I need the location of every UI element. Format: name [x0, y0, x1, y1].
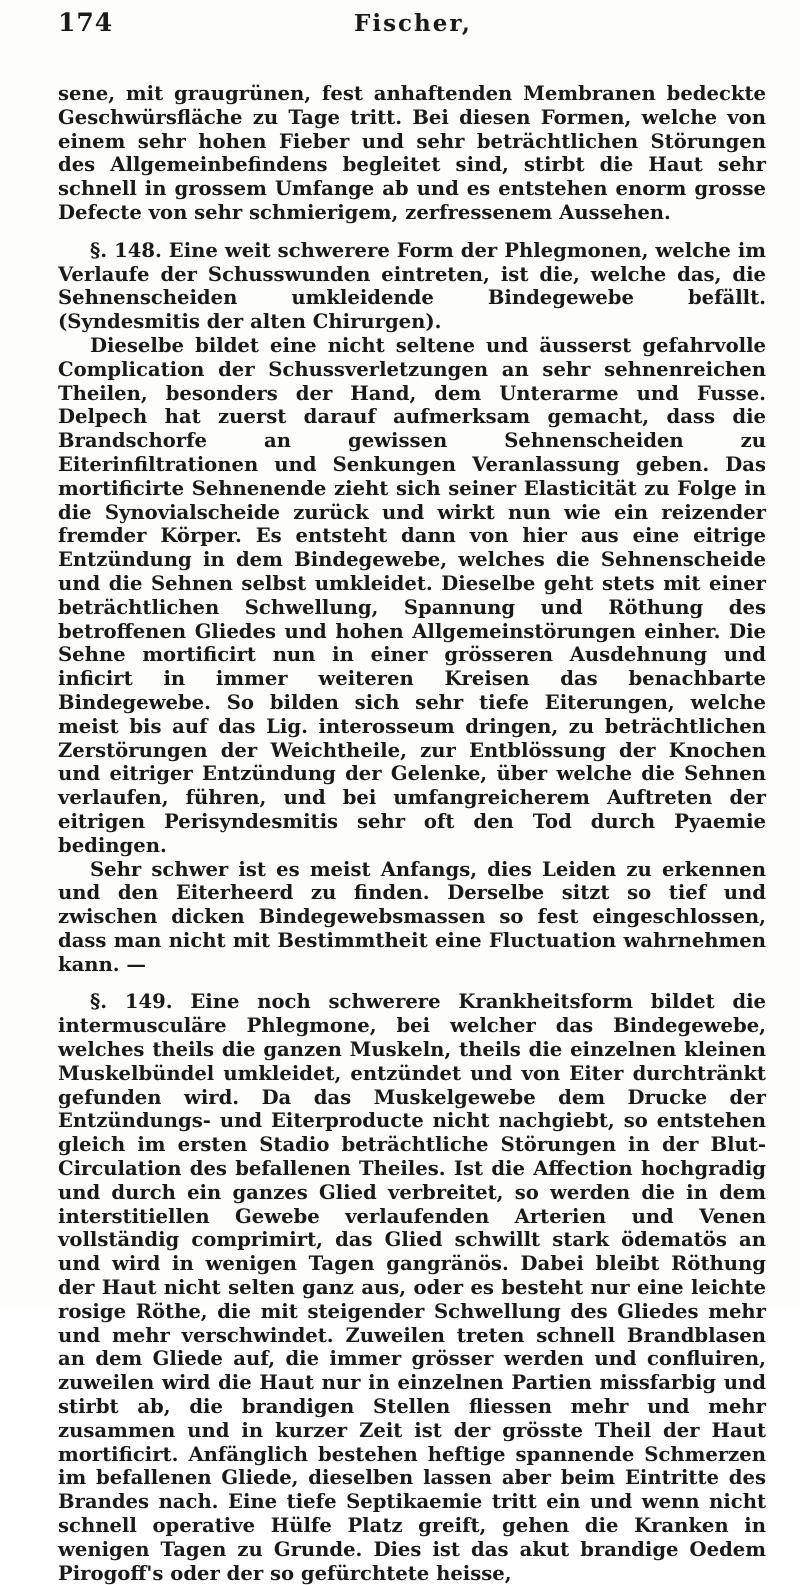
paragraph-section-148: §. 148. Eine weit schwerere Form der Phlegmonen, welche im Verlaufe der Schusswunden eintreten, ist die, welche das, die Sehnenscheiden umkleidende Bindegewebe befällt. (Syndesmitis der alten Chirurgen). [58, 238, 766, 334]
paragraph-section-149: §. 149. Eine noch schwerere Krankheitsform bildet die intermusculäre Phlegmone, bei welcher das Bindegewebe, welches theils die ganzen Muskeln, theils die einzelnen kleinen Muskelbündel umkleidet, entzündet und von Eiter durchtränkt gefunden wird. Da das Muskelgewebe dem Drucke der Entzündungs- und Eiterproducte nicht nachgiebt, so entstehen gleich im ersten Stadio beträchtliche Störungen in der Blut-Circulation des befallenen Theiles. Ist die Affection hochgradig und durch ein ganzes Glied verbreitet, so werden die in dem interstitiellen Gewebe verlaufenden Arterien und Venen vollständig comprimirt, das Glied schwillt stark ödematös an und wird in wenigen Tagen gangränös. Dabei bleibt Röthung der Haut nicht selten ganz aus, oder es besteht nur eine leichte rosige Röthe, die mit steigender Schwellung des Gliedes mehr und mehr verschwindet. Zuweilen treten schnell Brandblasen an dem Gliede auf, die immer grösser werden und confluiren, zuweilen wird die Haut nur in einzelnen Partien missfarbig und stirbt ab, die brandigen Stellen fliessen mehr und mehr zusammen und in kurzer Zeit ist der grösste Theil der Haut mortificirt. Anfänglich bestehen heftige spannende Schmerzen im befallenen Gliede, dieselben lassen aber beim Eintritte des Brandes nach. Eine tiefe Septikaemie tritt ein und wenn nicht schnell operative Hülfe Platz greift, gehen die Kranken in wenigen Tagen zu Grunde. Dies ist das akut brandige Oedem Pirogoff's oder der so gefürchtete heisse, [58, 990, 766, 1585]
body-text [58, 82, 766, 1585]
paragraph-syndesmitis-complication: Dieselbe bildet eine nicht seltene und äusserst gefahrvolle Complication der Schussverletzungen an sehr sehnenreichen Theilen, besonders der Hand, dem Unterarme und Fusse. Delpech hat zuerst darauf aufmerksam gemacht, dass die Brandschorfe an gewissen Sehnenscheiden zu Eiterinfiltrationen und Senkungen Veranlassung geben. Das mortificirte Sehnenende zieht sich seiner Elasticität zu Folge in die Synovialscheide zurück und wirkt nun wie ein reizender fremder Körper. Es entsteht dann von hier aus eine eitrige Entzündung in dem Bindegewebe, welches die Sehnenscheide und die Sehnen selbst umkleidet. Dieselbe geht stets mit einer beträchtlichen Schwellung, Spannung und Röthung des betroffenen Gliedes und hohen Allgemeinstörungen einher. Die Sehne mortificirt nun in einer grösseren Ausdehnung und inficirt in immer weiteren Kreisen das benachbarte Bindegewebe. So bilden sich sehr tiefe Eiterungen, welche meist bis auf das Lig. interosseum dringen, zu beträchtlichen Zerstörungen der Weichtheile, zur Entblössung der Knochen und eitriger Entzündung der Gelenke, über welche die Sehnen verlaufen, führen, und bei umfangreicherem Auftreten der eitrigen Perisyndesmitis sehr oft den Tod durch Pyaemie bedingen. [58, 333, 766, 857]
paragraph-diagnosis: Sehr schwer ist es meist Anfangs, dies Leiden zu erkennen und den Eiterheerd zu finden. Derselbe sitzt so tief und zwischen dicken Bindegewebsmassen so fest eingeschlossen, dass man nicht mit Bestimmtheit eine Fluctuation wahrnehmen kann. — [58, 857, 766, 976]
page-number: 174 [58, 8, 114, 37]
paragraph-continuation: sene, mit graugrünen, fest anhaftenden Membranen bedeckte Geschwürsfläche zu Tage tritt. Bei diesen Formen, welche von einem sehr hohen Fieber und sehr beträchtlichen Störungen des Allgemeinbefindens begleitet sind, stirbt die Haut sehr schnell in grossem Umfange ab und es entstehen enorm grosse Defecte von sehr schmierigem, zerfressenem Aussehen. [58, 82, 766, 224]
page-header [58, 8, 758, 48]
running-head: Fischer, [354, 10, 472, 37]
